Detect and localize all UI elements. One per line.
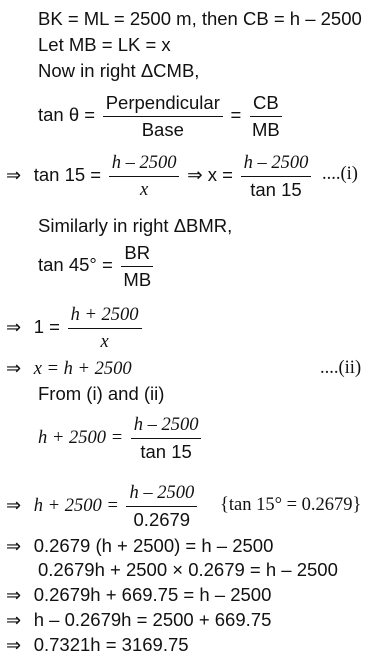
fraction-h-over-tan15 (241, 152, 312, 201)
denominator-mb-b: MB (123, 269, 152, 290)
implies-arrow-icon: ⇒ (6, 635, 22, 656)
equation-step-14 (38, 559, 338, 582)
line-right-bmr (38, 215, 232, 237)
equation-h-plus-02679 (6, 482, 200, 531)
denominator-tan15-b: tan 15 (140, 441, 192, 462)
equation-step-16 (6, 609, 271, 632)
line-right-cmb (38, 60, 199, 82)
implies-arrow-icon: ⇒ (6, 585, 22, 606)
numerator-br: BR (121, 242, 153, 267)
text-h-plus-2500-b: h + 2500 = (33, 495, 119, 516)
fraction-perp-base (103, 92, 223, 141)
text-tan-45: tan 45° = (38, 253, 113, 275)
text-x-equals: x = h + 2500 (33, 359, 132, 379)
equation-step-13 (6, 535, 273, 558)
line-let-mb (38, 34, 171, 56)
text-right-cmb: Now in right ΔCMB, (38, 60, 200, 81)
fraction-h-over-x (109, 152, 180, 201)
fraction-cb-mb (249, 92, 283, 141)
equation-x-equals (6, 358, 132, 380)
implies-arrow-icon: ⇒ (6, 536, 22, 557)
implies-arrow-icon: ⇒ (6, 164, 22, 186)
text-step-17: 0.7321h = 3169.75 (33, 634, 189, 655)
text-bk-ml: BK = ML = 2500 m, then CB = h – 2500 (38, 8, 362, 29)
numerator-h-2500-d: h – 2500 (126, 482, 197, 507)
implies-arrow-icon: ⇒ (6, 494, 22, 516)
denominator-base: Base (141, 119, 184, 140)
numerator-h-2500: h – 2500 (109, 152, 180, 177)
equation-tan-15 (6, 152, 314, 201)
tag-i: ....(i) (322, 164, 358, 184)
fraction-h-over-02679 (126, 482, 197, 531)
fraction-br-mb (120, 242, 154, 291)
denominator-mb: MB (251, 119, 280, 140)
text-step-15: 0.2679h + 669.75 = h – 2500 (33, 584, 272, 605)
text-tan-15: tan 15 = (33, 163, 102, 185)
text-right-bmr: Similarly in right ΔBMR, (38, 215, 233, 236)
numerator-h-2500-c: h – 2500 (131, 414, 202, 439)
equation-h-plus-tan15 (38, 414, 204, 463)
text-implies-x: ⇒ x = (187, 163, 233, 185)
text-one-equals: 1 = (33, 315, 60, 337)
denominator-02679: 0.2679 (133, 509, 191, 530)
numerator-cb: CB (250, 92, 282, 117)
text-tan-theta: tan θ = (38, 103, 96, 125)
tag-ii: ....(ii) (320, 358, 362, 378)
text-h-plus-2500: h + 2500 = (38, 427, 124, 448)
text-step-16: h – 0.2679h = 2500 + 669.75 (33, 609, 272, 630)
equation-step-17 (6, 634, 189, 657)
equation-step-15 (6, 584, 271, 607)
equals-sign: = (230, 103, 242, 125)
implies-arrow-icon: ⇒ (6, 358, 22, 379)
fraction-h-over-tan15-b (131, 414, 202, 463)
line-from-i-ii (38, 383, 164, 405)
numerator-h-2500-b: h – 2500 (241, 152, 312, 177)
numerator-perpendicular: Perpendicular (103, 92, 223, 117)
implies-arrow-icon: ⇒ (6, 316, 22, 338)
denominator-x: x (140, 180, 149, 200)
text-let-mb: Let MB = LK = x (38, 34, 171, 55)
text-step-13: 0.2679 (h + 2500) = h – 2500 (33, 535, 274, 556)
note-tan15-value: {tan 15° = 0.2679} (220, 495, 362, 515)
numerator-h-plus-2500: h + 2500 (68, 304, 142, 329)
denominator-x-b: x (100, 332, 109, 352)
text-from-i-ii: From (i) and (ii) (38, 383, 165, 404)
denominator-tan15: tan 15 (250, 179, 302, 200)
text-step-14: 0.2679h + 2500 × 0.2679 = h – 2500 (38, 559, 338, 580)
line-bk-ml (38, 8, 362, 30)
fraction-hplus-over-x (68, 304, 142, 353)
equation-tan-theta (38, 92, 286, 141)
implies-arrow-icon: ⇒ (6, 610, 22, 631)
equation-tan-45 (38, 242, 157, 291)
equation-one (6, 304, 145, 353)
